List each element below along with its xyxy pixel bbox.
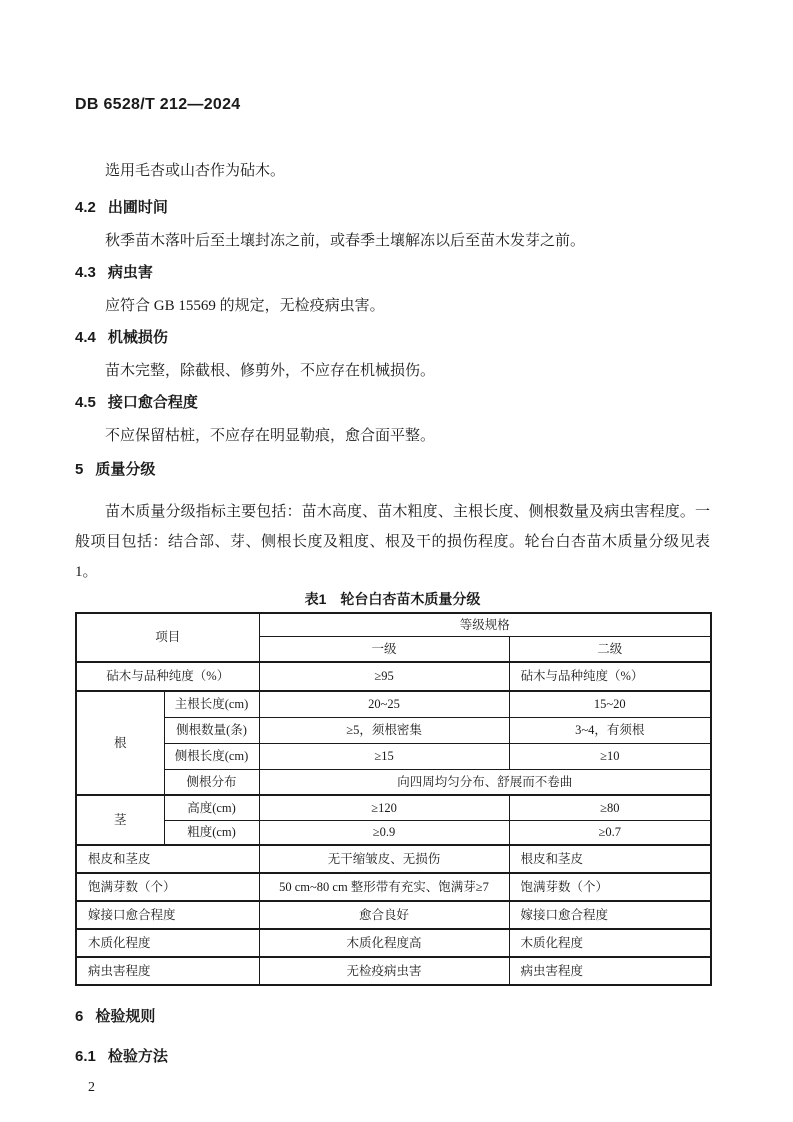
- section-number: 4.2: [75, 199, 96, 216]
- table-row-stem-thickness: [76, 820, 711, 845]
- cell-main-root-length-label: 主根长度(cm): [164, 691, 259, 717]
- table-row-pest-disease: [76, 957, 711, 985]
- table-row-purity: [76, 662, 711, 691]
- cell-main-root-length-grade2: 15~20: [509, 691, 711, 717]
- cell-lignification-label: 木质化程度: [76, 929, 259, 957]
- section-number: 6.1: [75, 1048, 96, 1065]
- table-row-bark: [76, 845, 711, 873]
- cell-thickness-label: 粗度(cm): [164, 820, 259, 845]
- cell-buds-grade2: 饱满芽数（个）: [509, 873, 711, 901]
- table-row-lateral-root-distribution: [76, 769, 711, 795]
- cell-root-group: 根: [76, 691, 164, 795]
- cell-bark-grade2: 根皮和茎皮: [509, 845, 711, 873]
- cell-thickness-grade1: ≥0.9: [259, 820, 509, 845]
- table-row-lignification: [76, 929, 711, 957]
- table-caption-title: 轮台白杏苗木质量分级: [340, 591, 481, 607]
- table-row-buds: [76, 873, 711, 901]
- table-header-row-1: [76, 613, 711, 636]
- section-title: 检验方法: [107, 1048, 168, 1065]
- cell-purity-grade2: 砧木与品种纯度（%）: [509, 662, 711, 691]
- cell-lateral-root-count-grade1: ≥5，须根密集: [259, 717, 509, 743]
- section-title: 机械损伤: [107, 329, 168, 346]
- cell-purity-grade1: ≥95: [259, 662, 509, 691]
- doc-number-header: DB 6528/T 212—2024: [75, 96, 241, 113]
- cell-purity-label: 砧木与品种纯度（%）: [76, 662, 259, 691]
- cell-distribution-label: 侧根分布: [164, 769, 259, 795]
- paragraph-4-2: 秋季苗木落叶后至土壤封冻之前，或春季土壤解冻以后至苗木发芽之前。: [105, 233, 586, 249]
- section-heading-6-1: [75, 1047, 710, 1067]
- section-heading-5: [75, 460, 710, 480]
- cell-lateral-root-length-label: 侧根长度(cm): [164, 743, 259, 769]
- paragraph-5: 苗木质量分级指标主要包括：苗木高度、苗木粗度、主根长度、侧根数量及病虫害程度。一般项目包括：结合部、芽、侧根长度及粗度、根及干的损伤程度。轮台白杏苗木质量分级见表 1。: [75, 504, 710, 580]
- paragraph-4-4: 苗木完整，除截根、修剪外，不应存在机械损伤。: [105, 363, 436, 379]
- cell-buds-label: 饱满芽数（个）: [76, 873, 259, 901]
- cell-lateral-root-count-label: 侧根数量(条): [164, 717, 259, 743]
- section-number: 5: [75, 461, 84, 478]
- header-cell-grade2: 二级: [509, 636, 711, 662]
- cell-pest-grade2: 病虫害程度: [509, 957, 711, 985]
- cell-distribution-value: 向四周均匀分布、舒展而不卷曲: [259, 769, 711, 795]
- table-row-stem-height: [76, 795, 711, 820]
- cell-buds-grade1: 50 cm~80 cm 整形带有充实、饱满芽≥7: [259, 873, 509, 901]
- section-title: 接口愈合程度: [107, 394, 198, 411]
- section-title: 检验规则: [95, 1008, 156, 1025]
- table-row-main-root-length: [76, 691, 711, 717]
- section-number: 4.3: [75, 264, 96, 281]
- page-number: 2: [88, 1080, 95, 1095]
- section-number: 4.5: [75, 394, 96, 411]
- table-1-caption: [75, 590, 710, 609]
- cell-graft-label: 嫁接口愈合程度: [76, 901, 259, 929]
- table-caption-number: 表1: [304, 591, 327, 607]
- table-1-grading: [75, 612, 712, 986]
- cell-height-label: 高度(cm): [164, 795, 259, 820]
- cell-pest-grade1: 无检疫病虫害: [259, 957, 509, 985]
- section-number: 6: [75, 1008, 84, 1025]
- section-title: 出圃时间: [107, 199, 168, 216]
- section-title: 病虫害: [107, 264, 153, 281]
- table-row-lateral-root-length: [76, 743, 711, 769]
- cell-bark-grade1: 无干缩皱皮、无损伤: [259, 845, 509, 873]
- cell-height-grade2: ≥80: [509, 795, 711, 820]
- cell-lateral-root-count-grade2: 3~4，有须根: [509, 717, 711, 743]
- cell-height-grade1: ≥120: [259, 795, 509, 820]
- cell-graft-grade1: 愈合良好: [259, 901, 509, 929]
- cell-main-root-length-grade1: 20~25: [259, 691, 509, 717]
- cell-pest-label: 病虫害程度: [76, 957, 259, 985]
- section-heading-4-2: [75, 198, 710, 218]
- table-row-lateral-root-count: [76, 717, 711, 743]
- section-number: 4.4: [75, 329, 96, 346]
- paragraph-4-3: 应符合 GB 15569 的规定，无检疫病虫害。: [105, 298, 385, 314]
- header-cell-grade1: 一级: [259, 636, 509, 662]
- section-title: 质量分级: [95, 461, 156, 478]
- paragraph-4-5: 不应保留枯桩，不应存在明显勒痕，愈合面平整。: [105, 428, 436, 444]
- section-heading-4-5: [75, 393, 710, 413]
- cell-bark-label: 根皮和茎皮: [76, 845, 259, 873]
- cell-lateral-root-length-grade2: ≥10: [509, 743, 711, 769]
- section-heading-6: [75, 1007, 710, 1027]
- section-heading-4-4: [75, 328, 710, 348]
- cell-graft-grade2: 嫁接口愈合程度: [509, 901, 711, 929]
- cell-lignification-grade1: 木质化程度高: [259, 929, 509, 957]
- cell-thickness-grade2: ≥0.7: [509, 820, 711, 845]
- table-row-graft-union: [76, 901, 711, 929]
- cell-lignification-grade2: 木质化程度: [509, 929, 711, 957]
- section-heading-4-3: [75, 263, 710, 283]
- header-cell-grade-spec: 等级规格: [259, 613, 711, 636]
- cell-stem-group: 茎: [76, 795, 164, 845]
- paragraph-rootstock: 选用毛杏或山杏作为砧木。: [105, 163, 286, 179]
- cell-lateral-root-length-grade1: ≥15: [259, 743, 509, 769]
- header-cell-item: 项目: [76, 613, 259, 662]
